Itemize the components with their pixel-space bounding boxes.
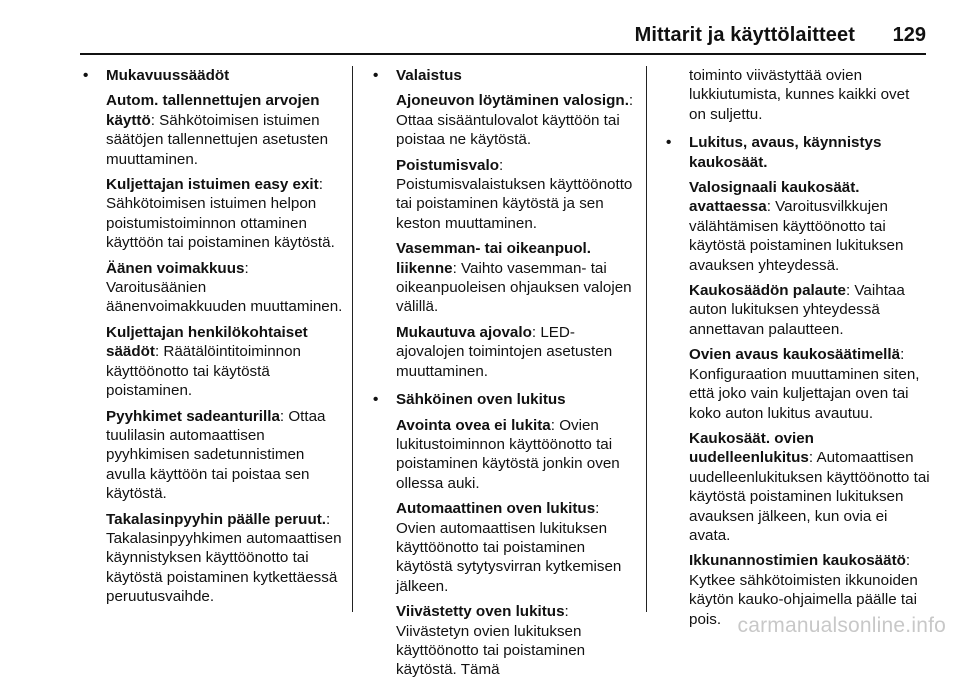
setting-term: Kuljettajan istuimen easy exit [106, 176, 319, 194]
setting-entry [666, 281, 930, 339]
section-comfort [83, 66, 345, 85]
bullet-icon: • [83, 67, 89, 84]
setting-term: Viivästetty oven lukitus [396, 603, 565, 621]
setting-term: Kuljettajan henkilökohtaiset säädöt [106, 323, 308, 361]
setting-description: : Ottaa tuulilasin automaattisen pyyhkimisen sadetunnistimen avulla käyttöön tai poistaa sen käytöstä. [106, 407, 326, 503]
setting-term: Automaattinen oven lukitus [396, 500, 596, 518]
setting-description: : Automaattisen uudelleenlukituksen käyttöönotto tai käytöstä poistaminen lukituksen avauksen jälkeen, kun ovia ei avata. [689, 449, 930, 544]
page-title: Mittarit ja käyttölaitteet [634, 24, 855, 46]
setting-entry [373, 499, 639, 596]
setting-term: Ovien avaus kaukosäätimellä [689, 346, 901, 364]
setting-term: Kaukosäät. ovien uudelleenlukitus [689, 429, 814, 467]
setting-term: Ikkunannostimien kaukosäätö [689, 552, 906, 570]
setting-description: : LED-ajovalojen toimintojen asetusten muuttaminen. [396, 323, 613, 380]
setting-term: Kaukosäädön palaute [689, 282, 846, 300]
section-lighting [373, 66, 639, 85]
section-heading: Valaistus [396, 67, 462, 84]
setting-entry [373, 602, 639, 680]
bullet-icon: • [373, 67, 379, 84]
setting-term: Ajoneuvon löytäminen valosign. [396, 92, 629, 110]
setting-description: : Ovien automaattisen lukituksen käyttöönotto tai poistaminen käytöstä sytytysvirran kytkemisen jälkeen. [396, 500, 622, 595]
setting-term: Avointa ovea ei lukita [396, 416, 551, 434]
setting-entry [666, 345, 930, 423]
setting-description: : Sähkötoimisen istuimen säätöjen tallennettujen asetusten muuttaminen. [106, 111, 329, 168]
column-divider-1 [352, 66, 353, 612]
section-heading: Lukitus, avaus, käynnistys kaukosäät. [689, 134, 882, 171]
setting-description: : Poistumisvalaistuksen käyttöönotto tai poistaminen käytöstä ja sen keston muuttaminen. [396, 156, 633, 232]
section-heading: Mukavuussäädöt [106, 67, 230, 84]
setting-term: Mukautuva ajovalo [396, 323, 532, 341]
setting-term: Autom. tallennettujen arvojen käyttö [106, 92, 320, 129]
continuation-text: toiminto viivästyttää ovien lukkiutumista, kunnes kaikki ovet on suljettu. [689, 67, 910, 123]
setting-term: Valosignaali kaukosäät. avattaessa [689, 179, 860, 216]
setting-entry [666, 178, 930, 275]
section-door-locking [373, 390, 639, 409]
setting-term: Poistumisvalo [396, 156, 499, 174]
column-3 [666, 66, 930, 629]
section-remote-locking [666, 133, 930, 172]
page-number: 129 [892, 24, 926, 46]
setting-description: : Vaihtaa auton lukituksen yhteydessä annettavan palautteen. [689, 282, 905, 338]
page-header [0, 0, 960, 60]
setting-description: : Kytkee sähkötoimisten ikkunoiden käytön kauko-ohjaimella päälle tai pois. [689, 552, 918, 628]
setting-entry [83, 175, 345, 253]
header-rule [80, 53, 926, 55]
column-1 [83, 66, 345, 607]
column-divider-2 [646, 66, 647, 612]
bullet-icon: • [666, 134, 672, 152]
setting-description: : Konfiguraation muuttaminen siten, että joko vain kuljettajan oven tai koko auton lukitus avautuu. [689, 346, 920, 422]
setting-description: : Ottaa sisääntulovalot käyttöön tai poistaa ne käytöstä. [396, 92, 634, 149]
setting-description: : Sähkötoimisen istuimen helpon poistumistoiminnon ottaminen käyttöön tai poistaminen käytöstä. [106, 176, 335, 252]
setting-entry [373, 239, 639, 317]
column-2 [373, 66, 639, 680]
setting-entry [373, 416, 639, 494]
setting-entry [373, 156, 639, 234]
bullet-icon: • [373, 391, 379, 409]
setting-entry [83, 510, 345, 607]
setting-entry [83, 407, 345, 504]
setting-entry [373, 323, 639, 381]
setting-description: : Varoitusäänien äänenvoimakkuuden muuttaminen. [106, 259, 343, 316]
setting-description: : Vaihto vasemman- tai oikeanpuoleisen ohjauksen valojen välillä. [396, 259, 632, 316]
setting-term: Takalasinpyyhin päälle peruut. [106, 510, 327, 528]
section-heading: Sähköinen oven lukitus [396, 391, 566, 409]
setting-term: Vasemman- tai oikeanpuol. liikenne [396, 240, 591, 277]
watermark-text: carmanualsonline.info [737, 614, 946, 637]
setting-entry [83, 91, 345, 169]
setting-entry [373, 91, 639, 149]
setting-entry [83, 259, 345, 317]
setting-description: : Takalasinpyyhkimen automaattisen käynnistyksen käyttöönotto tai käytöstä poistaminen kytkettäessä peruutusvaihde. [106, 510, 342, 606]
setting-entry [83, 323, 345, 401]
setting-term: Äänen voimakkuus [106, 259, 245, 277]
setting-description: : Räätälöintitoiminnon käyttöönotto tai käytöstä poistaminen. [106, 343, 302, 400]
setting-entry [666, 429, 930, 545]
setting-description: : Viivästetyn ovien lukituksen käyttöönotto tai poistaminen käytöstä. Tämä [396, 603, 586, 679]
setting-description: : Varoitusvilkkujen välähtämisen käyttöönotto tai käytöstä poistaminen lukituksen avauksen yhteydessä. [689, 198, 904, 274]
setting-term: Pyyhkimet sadeanturilla [106, 407, 280, 425]
setting-description: : Ovien lukitustoiminnon käyttöönotto tai poistaminen käytöstä jonkin oven ollessa auki. [396, 416, 620, 492]
